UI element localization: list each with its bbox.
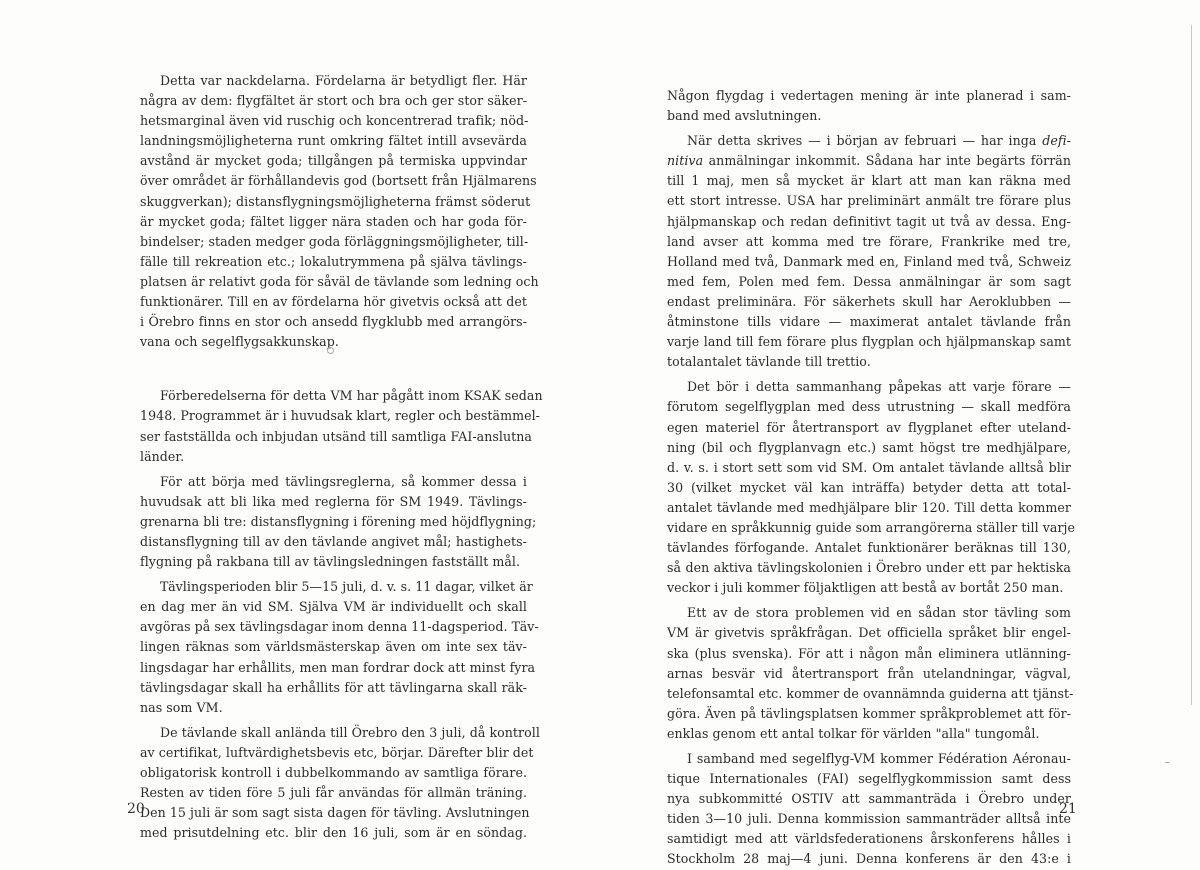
text-line: I samband med segelflyg-VM kommer Fédération Aéronau- [687,751,1071,766]
text-line: Holland med två, Danmark med en, Finland med två, Schweiz [667,253,1071,269]
paragraph [667,377,1075,598]
text-line: länder. [140,448,185,464]
text-line: totalantalet tävlande till trettio. [667,354,871,370]
paragraph [667,131,1071,372]
text-line: egen materiel för återtransport av flygplanet efter uteland- [667,419,1071,435]
page-number-right: 21 [1059,801,1077,817]
text-line: ning (bil och flygplanvagn etc.) samt högst tre medhjälpare, [667,439,1071,455]
text-line: tävlingsdagar skall ha erhållits för att tävlingarna skall räk- [140,679,527,695]
text-line: flygning på rakbana till av tävlingsledningen fastställt mål. [140,554,521,570]
text-line: huvudsak att bli lika med reglerna för SM 1949. Tävlings- [140,493,527,509]
text-line: tävlandes förfogande. Antalet funktionärer beräknas till 130, [667,540,1071,556]
text-line: bindelser; staden medger goda förläggningsmöjligheter, till- [140,233,529,249]
text-line: åtminstone tills vidare — maximerat antalet tävlande från [667,314,1071,330]
text-line: funktionärer. Till en av fördelarna hör givetvis också att det [140,294,527,310]
text-line: så den aktiva tävlingskolonien i Örebro under ett par hektiska [667,560,1071,576]
text-line: av certifikat, luftvärdighetsbevis etc, börjar. Därefter blir det [140,744,534,760]
text-line: endast preliminära. För säkerhets skull har Aeroklubben — [667,293,1071,309]
text-line: över området är förhållandevis god (bortsett från Hjälmarens [140,173,537,189]
text-line: Någon flygdag i vedertagen mening är inte planerad i sam- [667,88,1071,103]
text-line: förutom segelflygplan med dess utrustning — skall medföra [667,399,1071,415]
text-line: samtidigt med att världsfederationens årskonferens hålles i [667,831,1071,847]
text-line: i Örebro finns en stor och ansedd flygklubb med arrangörs- [140,314,527,330]
text-line: ser fastställda och inbjudan utsänd till samtliga FAI-anslutna [140,428,532,444]
text-line: är mycket goda; fältet ligger nära staden och har goda för- [140,213,527,229]
paragraph [667,749,1071,870]
text-line: Den 15 juli är som sagt sista dagen för tävling. Avslutningen [140,805,530,821]
text-line: göra. Även på tävlingsplatsen kommer språkproblemet att för- [667,705,1071,721]
scan-edge-line [1191,25,1192,705]
text-line: band med avslutningen. [667,108,822,124]
text-line: med fem, Polen med fem. Dessa anmälningar är som sagt [667,273,1071,289]
page-number-left: 20 [127,801,145,817]
text-line: De tävlande skall anlända till Örebro den 3 juli, då kontroll [160,724,540,740]
text-line: Resten av tiden före 5 juli får användas för allmän träning. [140,785,527,801]
text-line: veckor i juli kommer följaktligen att bestå av bortåt 250 man. [667,580,1064,596]
text-line: ska (plus svenska). För att i någon mån eliminera utlänning- [667,645,1071,661]
text-line: en dag mer än vid SM. Själva VM är individuellt och skall [140,599,527,615]
text-line: avgöras på sex tävlingsdagar inom denna 11-dagsperiod. Täv- [140,619,539,635]
text-line: hjälpmanskap och redan definitivt tagit ut två av dessa. Eng- [667,213,1071,229]
text-line: vidare en språkkunnig guide som arrangörerna ställer till varje [667,519,1075,535]
text-line: distansflygning till av den tävlande angivet mål; hastighets- [140,533,527,549]
text-line: nitiva anmälningar inkommit. Sådana har inte begärts förrän [667,153,1071,169]
paragraph [667,86,1071,126]
text-line: 1948. Programmet är i huvudsak klart, regler och bestämmel- [140,408,540,424]
text-line: till 1 maj, men så mycket är klart att man kan räkna med [667,173,1071,189]
text-line: Stockholm 28 maj—4 juni. Denna konferens är den 43:e i [667,851,1071,867]
text-line: antalet tävlande med medhjälpare blir 120. Till detta kommer [667,499,1071,515]
text-line: nas som VM. [140,699,223,715]
text-line: VM är givetvis språkfrågan. Det officiella språket blir engel- [667,625,1071,641]
scan-mark [1165,762,1169,763]
text-line: fälle till rekreation etc.; lokalutrymmena på själva tävlings- [140,253,527,269]
text-line: 30 (vilket mycket väl kan inträffa) betyder detta att total- [667,479,1071,495]
text-line: tique Internationales (FAI) segelflygkommission samt dess [667,771,1071,787]
text-line: land avser att komma med tre förare, Frankrike med tre, [667,233,1071,249]
text-line: platsen är relativt goda för såväl de tävlande som ledning och [140,273,539,289]
text-line: ett stort intresse. USA har preliminärt anmält tre förare plus [667,193,1071,209]
text-line: För att börja med tävlingsreglerna, så kommer dessa i [160,473,527,489]
text-line: skuggverkan); distansflygningsmöjligheterna främst söderut [140,193,531,209]
text-line: lingsdagar har erhållits, men man fordrar dock att minst fyra [140,659,536,675]
text-line: några av dem: flygfältet är stort och bra och ger stor säker- [140,93,527,109]
text-line: hetsmarginal även vid ruschig och koncentrerad trafik; nöd- [140,113,529,129]
text-line: vana och segelflygsakkunskap. [140,334,339,350]
right-page-text [667,86,1075,870]
text-line: Tävlingsperioden blir 5—15 juli, d. v. s. 11 dagar, vilket är [160,579,533,595]
paragraph [667,603,1074,744]
text-line: Det bör i detta sammanhang påpekas att varje förare — [687,379,1071,395]
text-line: landningsmöjligheterna runt omkring fältet intill avsevärda [140,133,527,149]
text-line: d. v. s. i stort sett som vid SM. Om antalet tävlande alltså blir [667,459,1071,475]
text-line: obligatorisk kontroll i dubbelkommando av samtliga förare. [140,765,527,780]
text-line: arnas besvär vid återtransport från utelandningar, vägval, [667,665,1071,681]
text-line: grenarna bli tre: distansflygning i förening med höjdflygning; [140,513,537,529]
text-line: Detta var nackdelarna. Fördelarna är betydligt fler. Här [160,73,527,88]
text-line: Förberedelserna för detta VM har pågått inom KSAK sedan [160,388,543,404]
text-line: tiden 3—10 juli. Denna kommission sammanträder alltså inte [667,811,1071,827]
text-line: nya subkommitté OSTIV att sammanträda i Örebro under [667,791,1071,807]
text-line: med prisutdelning etc. blir den 16 juli, som är en söndag. [140,825,527,841]
text-line: lingen räknas som världsmästerskap även om inte sex täv- [140,639,527,655]
text-line: telefonsamtal etc. kommer de ovannämnda guiderna att tjänst- [667,685,1074,701]
text-line: Ett av de stora problemen vid en sådan stor tävling som [687,605,1071,621]
text-line: avstånd är mycket goda; tillgången på termiska uppvindar [140,153,527,169]
text-line: enklas genom ett antal tolkar för världen "alla" tungomål. [667,725,1040,741]
text-line: varje land till fem förare plus flygplan och hjälpmanskap samt [667,334,1071,350]
text-line: När detta skrives — i början av februari — har inga defi- [687,133,1071,149]
